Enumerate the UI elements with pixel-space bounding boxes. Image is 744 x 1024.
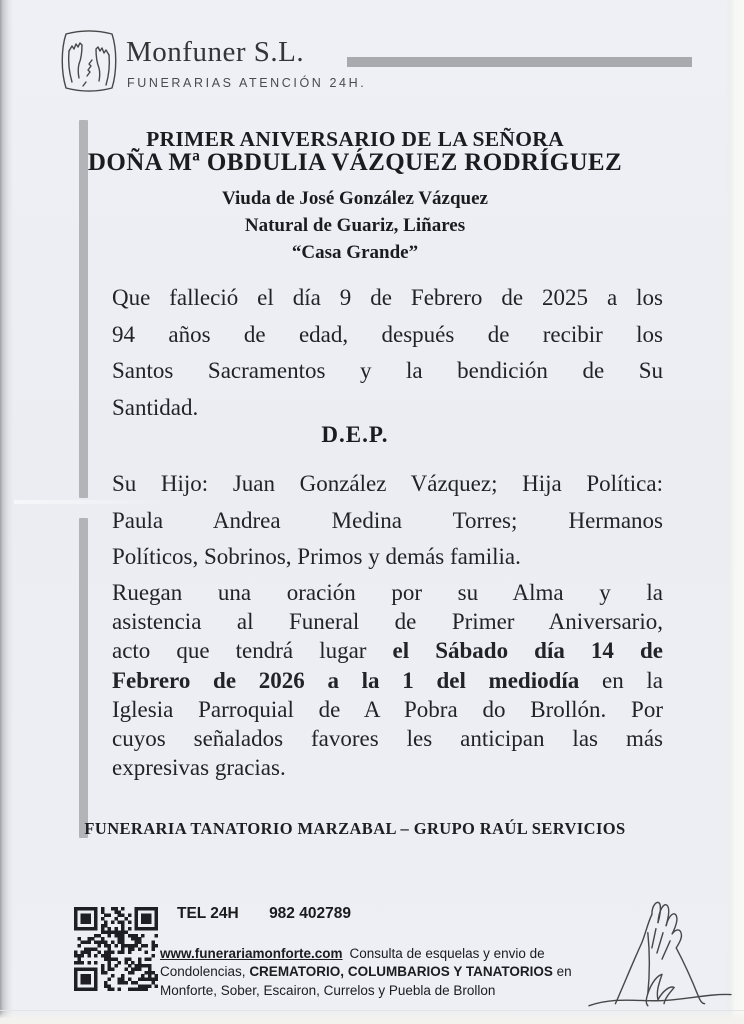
left-accent-bar-bottom	[79, 518, 88, 838]
brand-name: Monfuner S.L.	[126, 36, 305, 68]
paragraph-funeral-details: Ruegan una oración por su Alma y la asistencia al Funeral de Primer Aniversario, acto que tendrá lugar el Sábado día 14 de Febrero de 2026 a la 1 del mediodía en la Iglesia Parroquial de A Pobra do Brollón. Por cuyos señalados favores les anticipan las más expresivas gracias.	[112, 580, 663, 781]
phone-number: 982 402789	[269, 905, 351, 922]
scan-edge-left	[0, 0, 13, 1024]
brand-tagline: FUNERARIAS ATENCIÓN 24H.	[127, 76, 367, 90]
funeral-home-line: FUNERARIA TANATORIO MARZABAL – GRUPO RAÚL SERVICIOS	[84, 819, 626, 838]
dep-abbreviation: D.E.P.	[321, 422, 389, 447]
monfuner-logo-icon	[56, 29, 122, 93]
scan-edge-right	[726, 0, 744, 1024]
deceased-subtitles: Viuda de José González Vázquez Natural de Guariz, Liñares “Casa Grande”	[222, 188, 488, 263]
praying-hands-icon	[585, 892, 735, 1012]
header-rule	[347, 57, 692, 67]
paragraph-family: Su Hijo: Juan González Vázquez; Hija Política: Paula Andrea Medina Torres; Hermanos Políticos, Sobrinos, Primos y demás familia.	[112, 471, 663, 570]
qr-code-icon	[74, 907, 158, 991]
announcement-title-line1: PRIMER ANIVERSARIO DE LA SEÑORA	[146, 127, 564, 151]
paragraph-death-notice: Que falleció el día 9 de Febrero de 2025 a los 94 años de edad, después de recibir los Santos Sacramentos y la bendición de Su Santidad.	[112, 285, 663, 420]
phone-line	[177, 905, 351, 923]
scan-edge-bottom	[0, 1010, 744, 1024]
phone-label: TEL 24H	[177, 905, 239, 922]
services-info: www.funerariamonforte.com Consulta de esquelas y envio de Condolencias, CREMATORIO, COLUMBARIOS Y TANATORIOS en Monforte, Sober, Escairon, Currelos y Puebla de Brollon	[160, 946, 572, 998]
deceased-name: DOÑA Mª OBDULIA VÁZQUEZ RODRÍGUEZ	[87, 149, 623, 176]
